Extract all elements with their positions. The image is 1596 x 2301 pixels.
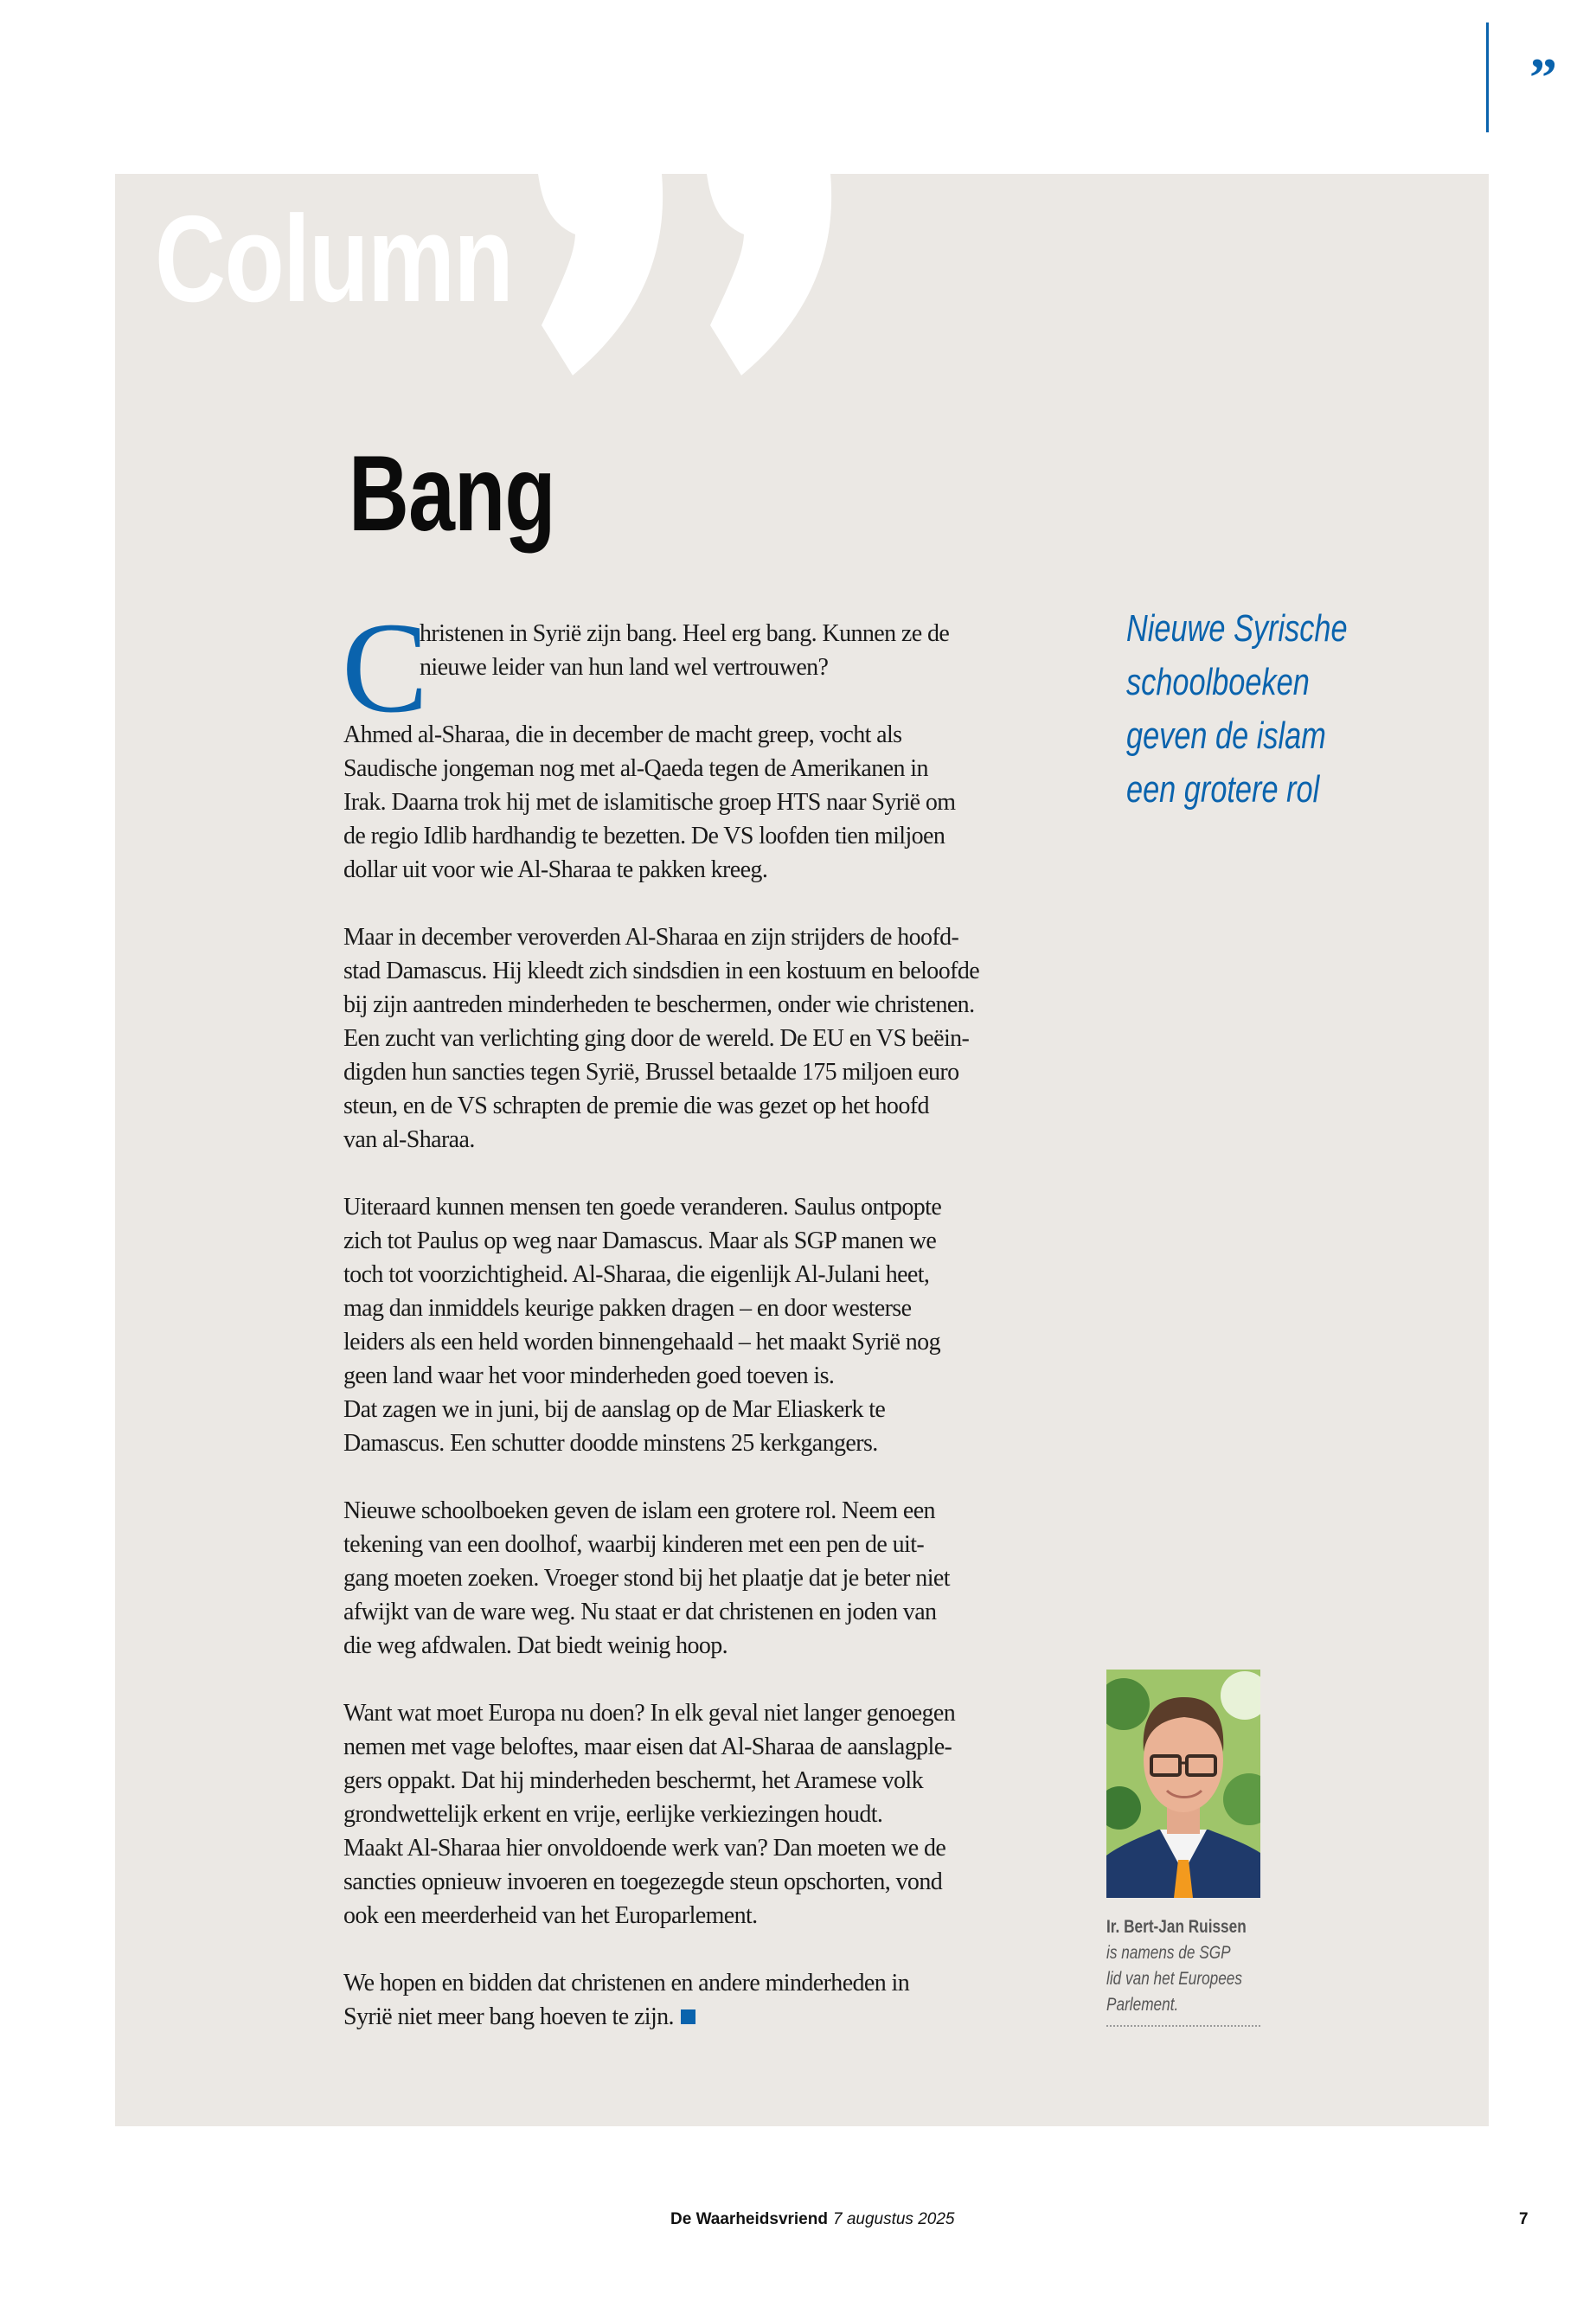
article-paragraph [343, 1696, 1105, 1932]
drop-cap: C [342, 596, 429, 740]
article-paragraph [343, 1494, 1105, 1663]
pull-quote-line: schoolboeken [1126, 661, 1310, 703]
paragraph-line: afwijkt van de ware weg. Nu staat er dat christenen en joden van [343, 1599, 937, 1625]
publication-name: De Waarheidsvriend [670, 2210, 828, 2228]
article-paragraph [343, 617, 1105, 684]
paragraph-line: Dat zagen we in juni, bij de aanslag op de Mar Eliaskerk te [343, 1396, 886, 1423]
paragraph-line-text: Syrië niet meer bang hoeven te zijn. [343, 2003, 674, 2030]
paragraph-line: toch tot voorzichtigheid. Al-Sharaa, die eigenlijk Al-Julani heet, [343, 1261, 930, 1288]
paragraph-line: steun, en de VS schrapten de premie die was gezet op het hoofd [343, 1093, 929, 1119]
article-paragraph [343, 920, 1105, 1157]
article-paragraph [343, 1190, 1105, 1460]
paragraph-line: stad Damascus. Hij kleedt zich sindsdien in een kostuum en beloofde [343, 958, 980, 984]
paragraph-line: Maakt Al-Sharaa hier onvoldoende werk van? Dan moeten we de [343, 1835, 946, 1862]
author-role-line: lid van het Europees [1106, 1969, 1243, 1989]
paragraph-line: geen land waar het voor minderheden goed toeven is. [343, 1362, 835, 1389]
large-quote-mark-icon [538, 174, 841, 381]
end-mark-icon [681, 2009, 695, 2024]
paragraph-line: Uiteraard kunnen mensen ten goede veranderen. Saulus ontpopte [343, 1194, 942, 1221]
paragraph-line: We hopen en bidden dat christenen en andere minderheden in [343, 1970, 910, 1997]
paragraph-line: digden hun sancties tegen Syrië, Brussel betaalde 175 miljoen euro [343, 1059, 959, 1086]
paragraph-line: dollar uit voor wie Al-Sharaa te pakken kreeg. [343, 856, 768, 883]
pull-quote-line: geven de islam [1126, 715, 1326, 757]
paragraph-line [343, 2000, 1105, 2034]
paragraph-line: Saudische jongeman nog met al-Qaeda tegen de Amerikanen in [343, 755, 928, 782]
paragraph-line: nemen met vage beloftes, maar eisen dat Al-Sharaa de aanslagple- [343, 1734, 952, 1760]
column-panel [115, 174, 1489, 2126]
paragraph-line: hristenen in Syrië zijn bang. Heel erg bang. Kunnen ze de [420, 620, 950, 647]
article-body [343, 617, 1105, 2067]
article-paragraph [343, 1966, 1105, 2034]
author-role-line: is namens de SGP [1106, 1943, 1231, 1963]
paragraph-line: tekening van een doolhof, waarbij kinderen met een pen de uit- [343, 1531, 925, 1558]
paragraph-line: Een zucht van verlichting ging door de wereld. De EU en VS beëin- [343, 1025, 970, 1052]
page-number: 7 [1519, 2210, 1529, 2228]
paragraph-line: die weg afdwalen. Dat biedt weinig hoop. [343, 1632, 728, 1659]
paragraph-line: leiders als een held worden binnengehaald – het maakt Syrië nog [343, 1329, 940, 1356]
author-name: Ir. Bert-Jan Ruissen [1106, 1917, 1247, 1937]
paragraph-line: mag dan inmiddels keurige pakken dragen – en door westerse [343, 1295, 912, 1322]
paragraph-line: de regio Idlib hardhandig te bezetten. De VS loofden tien miljoen [343, 823, 945, 849]
article-title: Bang [349, 434, 555, 554]
paragraph-line: Damascus. Een schutter doodde minstens 25 kerkgangers. [343, 1430, 878, 1457]
paragraph-line: Irak. Daarna trok hij met de islamitische groep HTS naar Syrië om [343, 789, 956, 816]
paragraph-line: van al-Sharaa. [343, 1126, 475, 1153]
paragraph-line: Nieuwe schoolboeken geven de islam een grotere rol. Neem een [343, 1497, 935, 1524]
publication-date: 7 augustus 2025 [832, 2210, 955, 2228]
pull-quote-line: Nieuwe Syrische [1126, 607, 1348, 650]
caption-divider [1106, 2025, 1260, 2027]
paragraph-line: grondwettelijk erkent en vrije, eerlijke verkiezingen houdt. [343, 1801, 883, 1828]
paragraph-line: Want wat moet Europa nu doen? In elk geval niet langer genoegen [343, 1700, 956, 1727]
paragraph-line: nieuwe leider van hun land wel vertrouwen? [420, 654, 829, 681]
header-divider-line [1486, 22, 1489, 132]
author-caption [1106, 1914, 1260, 2018]
paragraph-line: zich tot Paulus op weg naar Damascus. Maar als SGP manen we [343, 1227, 937, 1254]
pull-quote [1126, 602, 1348, 817]
section-label: Column [155, 190, 513, 328]
paragraph-line: Ahmed al-Sharaa, die in december de macht greep, vocht als [343, 721, 902, 748]
paragraph-line: bij zijn aantreden minderheden te beschermen, onder wie christenen. [343, 991, 975, 1018]
paragraph-line: gers oppakt. Dat hij minderheden beschermt, het Aramese volk [343, 1767, 924, 1794]
pull-quote-line: een grotere rol [1126, 768, 1320, 811]
author-role-line: Parlement. [1106, 1995, 1179, 2015]
author-photo [1106, 1670, 1260, 1898]
article-paragraph [343, 718, 1105, 887]
footer [670, 2210, 954, 2229]
paragraph-line: ook een meerderheid van het Europarlement. [343, 1902, 758, 1929]
closing-quote-icon: ” [1529, 47, 1557, 108]
paragraph-line: gang moeten zoeken. Vroeger stond bij het plaatje dat je beter niet [343, 1565, 950, 1592]
paragraph-line: Maar in december veroverden Al-Sharaa en zijn strijders de hoofd- [343, 924, 959, 951]
paragraph-line: sancties opnieuw invoeren en toegezegde steun opschorten, vond [343, 1868, 943, 1895]
